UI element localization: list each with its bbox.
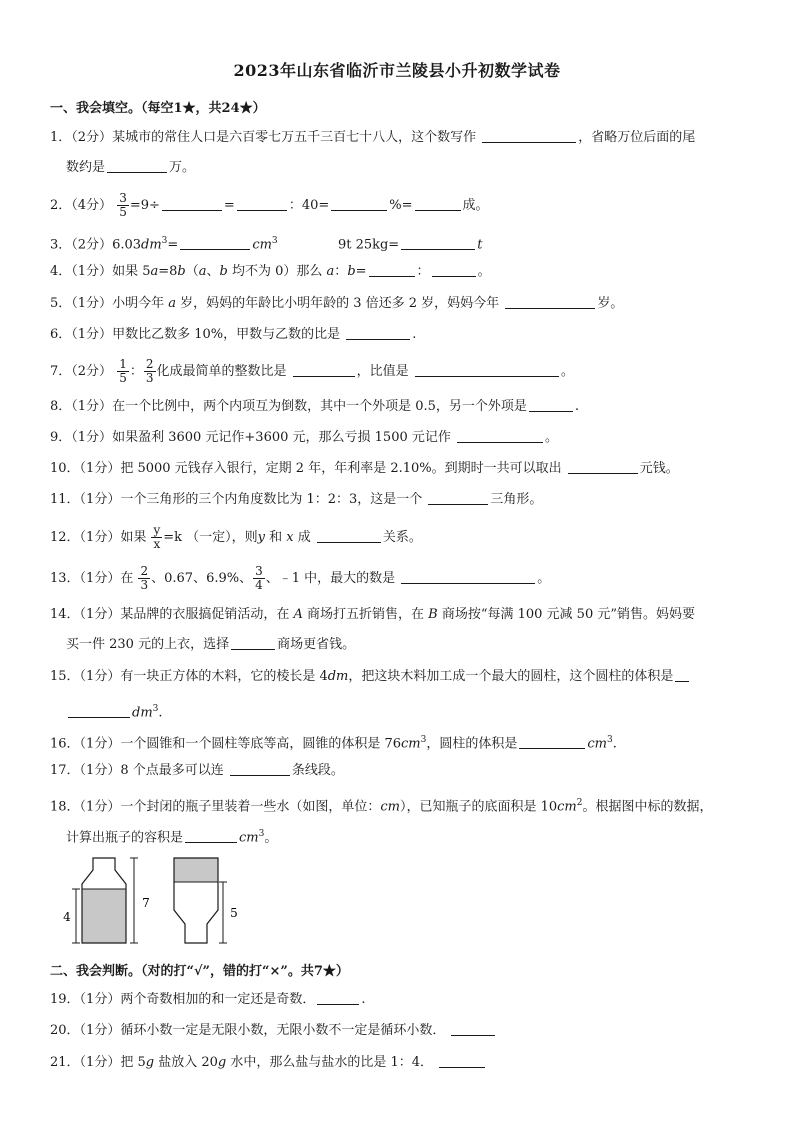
- answer-blank[interactable]: [401, 235, 475, 250]
- question-1: 1．（2分）某城市的常住人口是六百零七万五千三百七十八人，这个数写作 ，省略万位后面的尾: [50, 130, 696, 145]
- dimension-label-left: 4: [63, 910, 71, 924]
- fraction: $\frac{2}{3}$: [145, 357, 154, 385]
- question-5: 5．（1分）小明今年 a 岁，妈妈的年龄比小明年龄的 3 倍还多 2 岁，妈妈今年 岁。: [50, 296, 624, 311]
- water-fill-upright: [82, 889, 126, 943]
- answer-blank[interactable]: [180, 235, 250, 250]
- question-4: 4．（1分）如果 5a=8b（a、b 均不为 0）那么 a：b= ： 。: [50, 264, 491, 279]
- answer-blank[interactable]: [237, 196, 287, 211]
- answer-blank[interactable]: [293, 362, 355, 377]
- question-3: 3．（2分）$6.03dm^3= cm^3$ 9t 25kg= t: [50, 236, 483, 253]
- question-7: 7．（2分） $\frac{1}{5}$ ： $\frac{2}{3}$ 化成最简单的整数比是 ，比值是 。: [50, 357, 574, 385]
- fraction: $\frac{3}{5}$: [119, 191, 127, 219]
- question-14: 14．（1分）某品牌的衣服搞促销活动，在 A 商场打五折销售，在 B 商场按“每满 100 元减 50 元”销售。妈妈要: [50, 607, 695, 622]
- answer-blank[interactable]: [529, 397, 573, 412]
- question-15: 15．（1分）有一块正方体的木料，它的棱长是 4dm，把这块木料加工成一个最大的圆柱，这个圆柱的体积是: [50, 667, 691, 687]
- answer-blank[interactable]: [231, 635, 275, 650]
- question-9: 9．（1分）如果盈利 3600 元记作+3600 元，那么亏损 1500 元记作 。: [50, 430, 559, 445]
- dimension-label-right: 5: [230, 906, 238, 920]
- answer-blank[interactable]: [68, 703, 130, 718]
- dimension-label-total: 7: [142, 896, 150, 910]
- question-2: 2．（4分） $\frac{3}{5}$ =9÷ = ：40= %= 成。: [50, 191, 489, 219]
- bottle-figure: [62, 852, 252, 952]
- answer-blank[interactable]: [482, 128, 576, 143]
- question-12: 12．（1分）如果 $\frac{y}{x}$ =k （一定），则y 和 x 成 关系。: [50, 523, 422, 551]
- question-16: 16．（1分）一个圆锥和一个圆柱等底等高，圆锥的体积是 $76cm^3$，圆柱的体积是 $cm^3$.: [50, 735, 617, 752]
- fraction: $\frac{y}{x}$: [153, 523, 161, 551]
- answer-blank[interactable]: [675, 667, 689, 682]
- question-15-cont: $dm^3$.: [66, 699, 163, 723]
- answer-blank[interactable]: [230, 761, 290, 776]
- answer-blank[interactable]: [505, 294, 595, 309]
- question-21: 21．（1分）把 5g 盐放入 20g 水中，那么盐与盐水的比是 1：4．: [50, 1053, 487, 1073]
- answer-blank[interactable]: [519, 734, 585, 749]
- answer-blank[interactable]: [317, 528, 381, 543]
- answer-blank[interactable]: [369, 262, 415, 277]
- question-20: 20．（1分）循环小数一定是无限小数，无限小数不一定是循环小数．: [50, 1021, 497, 1041]
- question-13: 13．（1分）在 $\frac{2}{3}$ 、0.67、6.9%、 $\frac{3}{4}$ 、﹣1 中，最大的数是 。: [50, 564, 551, 592]
- answer-blank[interactable]: [439, 1053, 485, 1068]
- question-10: 10．（1分）把 5000 元钱存入银行，定期 2 年，年利率是 2.10%。到期时一共可以取出 元钱。: [50, 461, 679, 476]
- exam-title: 2023年山东省临沂市兰陵县小升初数学试卷: [233, 61, 561, 80]
- question-11: 11．（1分）一个三角形的三个内角度数比为 1：2：3，这是一个 三角形。: [50, 492, 543, 507]
- answer-blank[interactable]: [415, 196, 461, 211]
- answer-blank[interactable]: [451, 1021, 495, 1036]
- answer-blank[interactable]: [317, 990, 359, 1005]
- question-17: 17．（1分）8 个点最多可以连 条线段。: [50, 763, 344, 778]
- question-18: 18．（1分）一个封闭的瓶子里装着一些水（如图，单位：cm），已知瓶子的底面积是 $10cm^2$。根据图中标的数据，: [50, 798, 713, 815]
- answer-blank[interactable]: [457, 428, 543, 443]
- question-1-cont: 数约是 万。: [66, 160, 196, 175]
- fraction: $\frac{2}{3}$: [140, 564, 149, 592]
- fraction: $\frac{1}{5}$: [119, 357, 127, 385]
- fraction: $\frac{3}{4}$: [255, 564, 263, 592]
- water-fill-inverted: [174, 858, 218, 882]
- question-6: 6．（1分）甲数比乙数多 10%，甲数与乙数的比是 .: [50, 327, 417, 342]
- answer-blank[interactable]: [162, 196, 222, 211]
- answer-blank[interactable]: [331, 196, 387, 211]
- section-fill-in-heading: 一、我会填空。（每空1★，共24★）: [50, 101, 266, 116]
- answer-blank[interactable]: [401, 569, 535, 584]
- answer-blank[interactable]: [415, 362, 559, 377]
- answer-blank[interactable]: [432, 262, 476, 277]
- answer-blank[interactable]: [568, 459, 638, 474]
- question-19: 19．（1分）两个奇数相加的和一定还是奇数． .: [50, 992, 366, 1007]
- answer-blank[interactable]: [107, 158, 167, 173]
- answer-blank[interactable]: [185, 828, 237, 843]
- answer-blank[interactable]: [428, 490, 488, 505]
- answer-blank[interactable]: [346, 325, 410, 340]
- section-judgement-heading: 二、我会判断。（对的打“√”，错的打“×”。共7★）: [50, 964, 349, 979]
- question-14-cont: 买一件 230 元的上衣，选择 商场更省钱。: [66, 637, 356, 652]
- question-8: 8．（1分）在一个比例中，两个内项互为倒数，其中一个外项是 0.5，另一个外项是 .: [50, 399, 580, 414]
- question-18-cont: 计算出瓶子的容积是 $cm^3$。: [66, 829, 278, 846]
